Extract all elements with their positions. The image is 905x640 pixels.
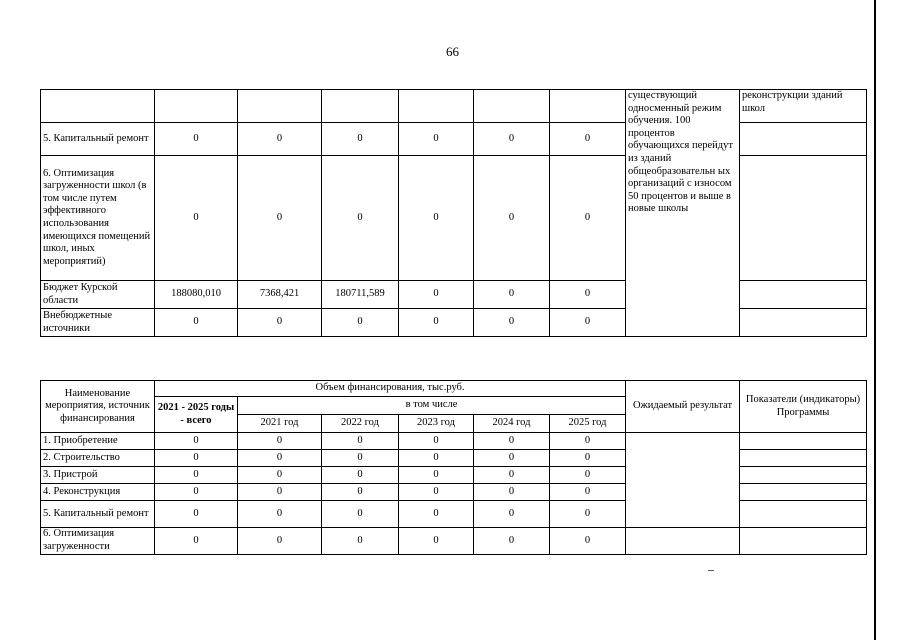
cell: 0 [474, 450, 550, 467]
cell: 0 [238, 156, 322, 281]
row-label: 2. Строительство [41, 450, 155, 467]
cell: 0 [322, 156, 399, 281]
table-row [41, 433, 867, 450]
cell: 0 [474, 281, 550, 309]
row-label: 3. Пристрой [41, 467, 155, 484]
cell: 0 [322, 528, 399, 555]
cell: 0 [550, 450, 626, 467]
cell: 180711,589 [322, 281, 399, 309]
year-header: 2024 год [474, 415, 550, 433]
cell: 0 [474, 528, 550, 555]
cell: 0 [550, 467, 626, 484]
cell: 0 [474, 309, 550, 337]
cell: 0 [155, 528, 238, 555]
year-header: 2023 год [399, 415, 474, 433]
row-label: Бюджет Курской области [41, 281, 155, 309]
cell: 0 [550, 156, 626, 281]
table-row [41, 156, 867, 281]
scan-mark [708, 570, 714, 571]
cell: 0 [474, 433, 550, 450]
cell: 0 [322, 309, 399, 337]
indicator-cell [740, 433, 867, 450]
cell: 0 [550, 281, 626, 309]
cell: 0 [238, 433, 322, 450]
expected-result-text: существующий односменный режим обучения. 100 процентов обучающихся перейдут из зданий общеобразовательн ых организаций с износом 50 процентов и выше в новые школы [626, 90, 740, 337]
cell: 0 [399, 433, 474, 450]
cell: 0 [322, 450, 399, 467]
row-label [41, 90, 155, 123]
cell [474, 90, 550, 123]
cell: 7368,421 [238, 281, 322, 309]
cell: 0 [238, 309, 322, 337]
year-header: 2021 год [238, 415, 322, 433]
cell: 0 [238, 467, 322, 484]
indicator-cell [740, 501, 867, 528]
cell: 0 [155, 433, 238, 450]
cell: 0 [399, 450, 474, 467]
cell: 0 [238, 528, 322, 555]
cell [399, 90, 474, 123]
indicator-cell [740, 123, 867, 156]
row-label: 6. Оптимизация загруженности школ (в том числе путем эффективного использования имеющихся помещений школ, иных мероприятий) [41, 156, 155, 281]
cell: 0 [399, 528, 474, 555]
cell: 0 [155, 501, 238, 528]
indicator-cell [740, 450, 867, 467]
cell: 0 [474, 123, 550, 156]
indicator-text: реконструкции зданий школ [740, 90, 867, 123]
cell: 188080,010 [155, 281, 238, 309]
cell: 0 [322, 484, 399, 501]
row-label: 5. Капитальный ремонт [41, 501, 155, 528]
year-header: 2022 год [322, 415, 399, 433]
indicator-cell [740, 467, 867, 484]
page-number: 66 [446, 44, 459, 59]
expected-result-cell [626, 528, 740, 555]
continuation-table [40, 89, 867, 337]
table-row [41, 528, 867, 555]
financing-table [40, 380, 867, 555]
header-row [41, 381, 867, 397]
cell: 0 [238, 501, 322, 528]
cell: 0 [238, 123, 322, 156]
cell [322, 90, 399, 123]
cell: 0 [155, 467, 238, 484]
cell: 0 [399, 467, 474, 484]
page-edge-rule [874, 0, 876, 640]
indicators-header: Показатели (индикаторы) Программы [740, 381, 867, 433]
cell: 0 [550, 123, 626, 156]
table-row [41, 90, 867, 123]
expected-result-cell [626, 433, 740, 528]
cell: 0 [155, 484, 238, 501]
indicator-cell [740, 309, 867, 337]
funding-header: Объем финансирования, тыс.руб. [155, 381, 626, 397]
cell: 0 [399, 501, 474, 528]
cell: 0 [155, 309, 238, 337]
including-header: в том числе [238, 397, 626, 415]
cell: 0 [399, 156, 474, 281]
cell: 0 [550, 484, 626, 501]
cell: 0 [550, 433, 626, 450]
year-header: 2025 год [550, 415, 626, 433]
total-header: 2021 - 2025 годы - всего [155, 397, 238, 433]
table-row [41, 309, 867, 337]
cell [550, 90, 626, 123]
result-header: Ожидаемый результат [626, 381, 740, 433]
cell: 0 [155, 123, 238, 156]
cell: 0 [322, 467, 399, 484]
cell: 0 [474, 467, 550, 484]
table-row [41, 467, 867, 484]
cell: 0 [550, 501, 626, 528]
table-row [41, 484, 867, 501]
table-row [41, 123, 867, 156]
cell: 0 [474, 156, 550, 281]
row-label: Внебюджетные источники [41, 309, 155, 337]
cell: 0 [155, 450, 238, 467]
name-column-header: Наименование мероприятия, источник финансирования [41, 381, 155, 433]
cell: 0 [474, 484, 550, 501]
cell [155, 90, 238, 123]
row-label: 1. Приобретение [41, 433, 155, 450]
cell: 0 [155, 156, 238, 281]
cell: 0 [399, 281, 474, 309]
cell: 0 [322, 501, 399, 528]
table-row [41, 281, 867, 309]
cell: 0 [322, 433, 399, 450]
table-row [41, 501, 867, 528]
cell: 0 [550, 309, 626, 337]
row-label: 6. Оптимизация загруженности [41, 528, 155, 555]
cell: 0 [474, 501, 550, 528]
cell: 0 [399, 309, 474, 337]
indicator-cell [740, 484, 867, 501]
indicator-cell [740, 156, 867, 281]
cell: 0 [238, 450, 322, 467]
cell: 0 [550, 528, 626, 555]
indicator-cell [740, 528, 867, 555]
cell: 0 [399, 123, 474, 156]
indicator-cell [740, 281, 867, 309]
row-label: 5. Капитальный ремонт [41, 123, 155, 156]
cell [238, 90, 322, 123]
cell: 0 [238, 484, 322, 501]
cell: 0 [322, 123, 399, 156]
cell: 0 [399, 484, 474, 501]
row-label: 4. Реконструкция [41, 484, 155, 501]
table-row [41, 450, 867, 467]
